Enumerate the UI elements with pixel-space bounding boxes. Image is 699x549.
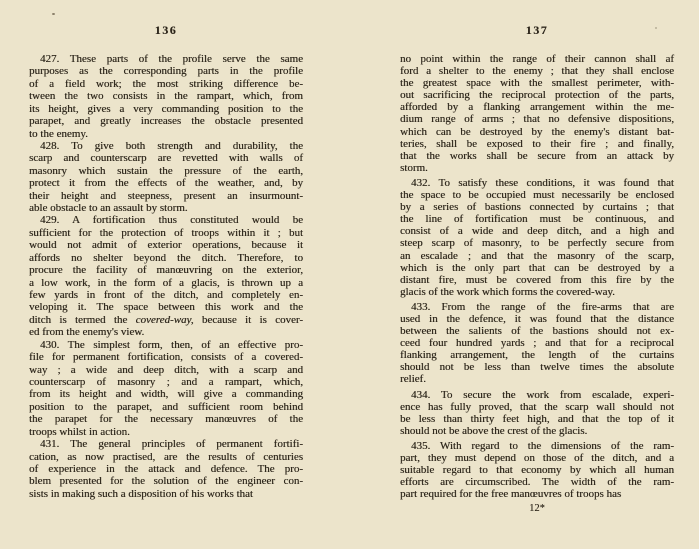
- text-line: afforded by a flanking arrangement within the me-: [400, 101, 674, 114]
- paragraph: [29, 339, 303, 438]
- text-line: file for permanent fortification, consists of a covered-: [29, 351, 303, 364]
- paragraph: [29, 214, 303, 338]
- text-line: affords no shelter beyond the ditch. Therefore, to: [29, 251, 303, 264]
- text-line: tween the two consists in the rampart, which, from: [29, 90, 303, 103]
- paragraph: [400, 177, 674, 298]
- text-line: the space to be occupied must necessarily be enclosed: [400, 189, 674, 202]
- text-line: parapet, and greatly increases the obstacle presented: [29, 115, 303, 128]
- text-line: part, they must depend on those of the ditch, and a: [400, 452, 674, 464]
- text-line: storm.: [400, 161, 428, 174]
- text-line: masonry which sustain the pressure of the earth,: [29, 164, 303, 177]
- text-line: of a field work; the most striking difference be-: [29, 77, 303, 90]
- text-line: ford a shelter to the enemy ; that they shall enclose: [400, 65, 674, 78]
- text-line: sufficient for the protection of troops within it ; but: [29, 226, 303, 239]
- text-line: of experience in the attack and defence. The pro-: [29, 462, 303, 475]
- page-text: [29, 53, 303, 500]
- text-line: would not admit of exterior operations, because it: [29, 239, 303, 252]
- text-line: ence has fully proved, that the scarp wall should not: [400, 400, 674, 413]
- text-line: sists in making such a disposition of his works that: [29, 487, 253, 500]
- text-line: dium range of arms ; that no defensive dispositions,: [400, 113, 674, 126]
- paragraph: [400, 440, 674, 500]
- text-line: ditch is termed the covered-way, because it is cover-: [29, 313, 303, 326]
- text-line: scarp and counterscarp are revetted with walls of: [29, 152, 303, 165]
- text-line: ed from the enemy's view.: [29, 326, 145, 339]
- text-line: out sacrificing the reciprocal protection of the parts,: [400, 89, 674, 102]
- text-line: consist of a wide and deep ditch, and a high and: [400, 225, 674, 238]
- text-line: protect it from the effects of the weather, and, by: [29, 177, 303, 190]
- text-line: distant fire, must be covered from this fire by the: [400, 273, 674, 286]
- text-line: cation, as now practised, are the results of centuries: [29, 450, 303, 463]
- text-line: veloping it. The space between this work and the: [29, 301, 303, 314]
- page-136: [29, 0, 303, 549]
- page-137: [400, 0, 674, 549]
- text-line: 430. The simplest form, then, of an effective pro-: [40, 338, 303, 351]
- text-line: the greatest space with the smallest perimeter, with-: [400, 77, 674, 90]
- text-line: the line of fortification must be continuous, and: [400, 213, 674, 226]
- text-line: by a series of bastions connected by curtains ; that: [400, 201, 674, 214]
- text-line: its height, gives a very commanding position to the: [29, 102, 303, 115]
- page-text: [400, 53, 674, 500]
- text-line: should not be less than twelve times the absolute: [400, 361, 674, 374]
- text-line: purposes as the corresponding parts in the profile: [29, 65, 303, 78]
- text-line: no point within the range of their cannon shall af: [400, 53, 674, 65]
- paragraph: [29, 140, 303, 215]
- text-line: 434. To secure the work from escalade, experi-: [411, 388, 674, 401]
- text-line: 432. To satisfy these conditions, it was found that: [411, 176, 674, 189]
- paragraph: [400, 389, 674, 437]
- text-line: procure the facility of manœuvring on the exterior,: [29, 264, 303, 277]
- text-line: an escalade ; and that the masonry of the scarp,: [400, 249, 674, 262]
- text-line: should not be above the crest of the glacis.: [400, 424, 588, 437]
- text-line: be less than thirty feet high, and that the top of it: [400, 412, 674, 425]
- text-line: way ; a wide and deep ditch, with a scarp and: [29, 363, 303, 376]
- page-number: 136: [154, 23, 178, 37]
- text-line: ceed four hundred yards ; and that for a reciprocal: [400, 337, 674, 350]
- text-line: steep scarp of masonry, to be perfectly secure from: [400, 237, 674, 250]
- paragraph: [29, 53, 303, 140]
- text-line: able obstacle to an assault by storm.: [29, 202, 188, 215]
- text-line: from its height and width, will give a commanding: [29, 388, 303, 401]
- text-line: counterscarp of masonry ; and a rampart, which,: [29, 375, 303, 388]
- text-line: part required for the free manœuvres of troops has: [400, 488, 622, 501]
- text-line: 429. A fortification thus constituted would be: [40, 214, 303, 227]
- text-line: 427. These parts of the profile serve the same: [40, 53, 303, 65]
- text-line: efforts are circumscribed. The width of the ram-: [400, 476, 674, 489]
- text-line: suitable regard to that economy by which all human: [400, 464, 674, 477]
- text-line: between the salients of the bastions should not ex-: [400, 325, 674, 338]
- text-line: glacis of the work which forms the covered-way.: [400, 285, 615, 298]
- paragraph: [29, 438, 303, 500]
- text-line: relief.: [400, 373, 426, 386]
- text-line: their height and steepness, present an insurmount-: [29, 189, 303, 202]
- text-line: 435. With regard to the dimensions of the ram-: [411, 439, 674, 452]
- text-line: that the works shall be secure from an attack by: [400, 149, 674, 162]
- text-line: which can be destroyed by the enemy's distant bat-: [400, 125, 674, 138]
- text-line: 428. To give both strength and durability, the: [40, 139, 303, 152]
- text-line: position to the parapet, and sufficient room behind: [29, 400, 303, 413]
- text-line: flanking arrangement, the length of the curtains: [400, 349, 674, 362]
- text-line: 433. From the range of the fire-arms that are: [411, 300, 674, 313]
- signature-mark: 12*: [529, 503, 545, 514]
- text-line: a low work, in the form of a glacis, is thrown up a: [29, 276, 303, 289]
- text-line: blem presented for the solution of the engineer con-: [29, 475, 303, 488]
- text-line: troops whilst in action.: [29, 425, 130, 438]
- page-number: 137: [525, 23, 549, 37]
- text-line: 431. The general principles of permanent fortifi-: [40, 438, 303, 451]
- text-line: to the enemy.: [29, 127, 88, 140]
- text-line: which is the only part that can be destroyed by a: [400, 261, 674, 274]
- text-line: few yards in front of the ditch, and completely en-: [29, 289, 303, 302]
- paragraph: [400, 301, 674, 386]
- paragraph: [400, 53, 674, 174]
- text-line: teries, shall be exposed to their fire ; and finally,: [400, 137, 674, 150]
- text-line: used in the defence, it was found that the distance: [400, 312, 674, 325]
- text-line: the parapet for the necessary manœuvres of the: [29, 413, 303, 426]
